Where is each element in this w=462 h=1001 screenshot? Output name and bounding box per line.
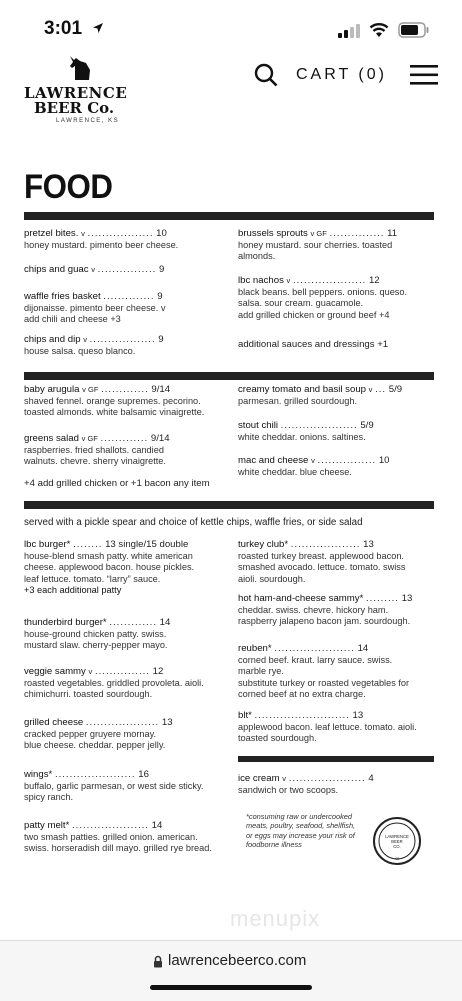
- menu-item-baby-arugula: baby arugula v GF ............. 9/14 shaved fennel. orange supremes. pecorino. toasted almonds. white balsamic vinaigrette.: [24, 384, 205, 418]
- menu-item-lbc-burger: lbc burger* ........ 13 single/15 double house-blend smash patty. white american cheese. applewood bacon. house pickles. leaf lettuce. tomato. “larry” sauce. +3 each additional patty: [24, 539, 195, 596]
- brand-location: LAWRENCE, KS: [56, 118, 120, 124]
- menu-item-stout-chili: stout chili ..................... 5/9 white cheddar. onions. saltines.: [238, 420, 374, 442]
- menu-item-veggie-sammy: veggie sammy v ............... 12 roasted vegetables. griddled provoleta. aioli. chimichurri. toasted sourdough.: [24, 666, 204, 700]
- menu-item-reuben: reuben* ...................... 14 corned beef. kraut. larry sauce. swiss. marble rye. substitute turkey or roasted vegetables for corned beef at no extra charge.: [238, 643, 410, 700]
- menu-item-wings: wings* ...................... 16 buffalo, garlic parmesan, or west side sticky. spicy ranch.: [24, 769, 204, 803]
- menu-item-thunderbird-burger: thunderbird burger* ............. 14 house-ground chicken patty. swiss. mustard slaw. cherry-pepper mayo.: [24, 617, 171, 651]
- menu-item-ice-cream: ice cream v ..................... 4 sandwich or two scoops.: [238, 773, 374, 795]
- svg-text:KS: KS: [394, 857, 400, 861]
- menu-item-hot-ham-and-cheese: hot ham-and-cheese sammy* ......... 13 cheddar. swiss. chevre. hickory ham. raspberry jalapeno bacon jam. sourdough.: [238, 593, 413, 627]
- search-icon[interactable]: [254, 63, 278, 87]
- sandwich-section-subtitle: served with a pickle spear and choice of kettle chips, waffle fries, or side salad: [24, 517, 363, 528]
- page-title: FOOD: [24, 168, 113, 206]
- svg-text:BEER: BEER: [391, 839, 403, 844]
- wifi-icon: [369, 22, 389, 38]
- location-arrow-icon: [92, 22, 104, 34]
- add-protein-note: +4 add grilled chicken or +1 bacon any item: [24, 478, 210, 489]
- url-text[interactable]: lawrencebeerco.com: [168, 952, 307, 969]
- status-time: 3:01: [44, 18, 83, 39]
- menu-item-pretzel-bites: pretzel bites. v .................. 10 honey mustard. pimento beer cheese.: [24, 228, 179, 250]
- menu-item-blt: blt* .......................... 13 applewood bacon. leaf lettuce. tomato. aioli. toasted sourdough.: [238, 710, 417, 744]
- section-divider: [24, 372, 434, 380]
- menu-item-patty-melt: patty melt* ..................... 14 two smash patties. grilled onion. american. swiss. horseradish dill mayo. grilled rye bread.: [24, 820, 212, 854]
- brand-seal-logo: [372, 816, 422, 866]
- menu-item-greens-salad: greens salad v GF ............. 9/14 raspberries. fried shallots. candied walnuts. chevre. sherry vinaigrette.: [24, 433, 170, 467]
- watermark: menupix: [230, 906, 321, 931]
- svg-text:LAWRENCE: LAWRENCE: [385, 834, 409, 839]
- logo-dog-icon: [66, 54, 94, 82]
- section-divider: [24, 501, 434, 509]
- menu-item-chips-and-dip: chips and dip v .................. 9 house salsa. queso blanco.: [24, 334, 164, 356]
- menu-item-grilled-cheese: grilled cheese .................... 13 cracked pepper gruyere mornay. blue cheese. cheddar. pepper jelly.: [24, 717, 173, 751]
- signal-icon: [338, 24, 360, 38]
- battery-icon: [398, 22, 430, 38]
- menu-item-turkey-club: turkey club* ................... 13 roasted turkey breast. applewood bacon. smashed avocado. lettuce. tomato. swiss aioli. sourdough.: [238, 539, 406, 584]
- browser-address-bar[interactable]: [0, 940, 462, 1001]
- foodborne-illness-warning: *consuming raw or undercooked meats, poultry, seafood, shellfish, or eggs may increase your risk of foodborne illness: [246, 812, 356, 850]
- section-divider: [238, 756, 434, 762]
- menu-item-lbc-nachos: lbc nachos v .................... 12 black beans. bell peppers. onions. queso. salsa. sour cream. guacamole. add grilled chicken or ground beef +4: [238, 275, 408, 320]
- menu-item-tomato-soup: creamy tomato and basil soup v ... 5/9 parmesan. grilled sourdough.: [238, 384, 403, 406]
- home-indicator[interactable]: [150, 985, 312, 990]
- hamburger-menu-icon[interactable]: [410, 64, 438, 86]
- menu-item-chips-and-guac: chips and guac v ................ 9: [24, 264, 165, 275]
- menu-item-waffle-fries: waffle fries basket .............. 9 dijonaisse. pimento beer cheese. v add chili and cheese +3: [24, 291, 166, 325]
- cart-button[interactable]: CART (0): [296, 66, 387, 83]
- menu-item-mac-and-cheese: mac and cheese v ................ 10 white cheddar. blue cheese.: [238, 455, 390, 477]
- svg-text:CO.: CO.: [393, 844, 401, 849]
- brand-name-line2[interactable]: BEER Co.: [34, 99, 115, 117]
- section-divider: [24, 212, 434, 220]
- menu-item-brussels-sprouts: brussels sprouts v GF ............... 11 honey mustard. sour cherries. toasted almonds.: [238, 228, 398, 262]
- additional-sauces-note: additional sauces and dressings +1: [238, 339, 389, 350]
- brand-name-line1[interactable]: LAWRENCE: [24, 84, 128, 102]
- lock-icon: [153, 955, 163, 968]
